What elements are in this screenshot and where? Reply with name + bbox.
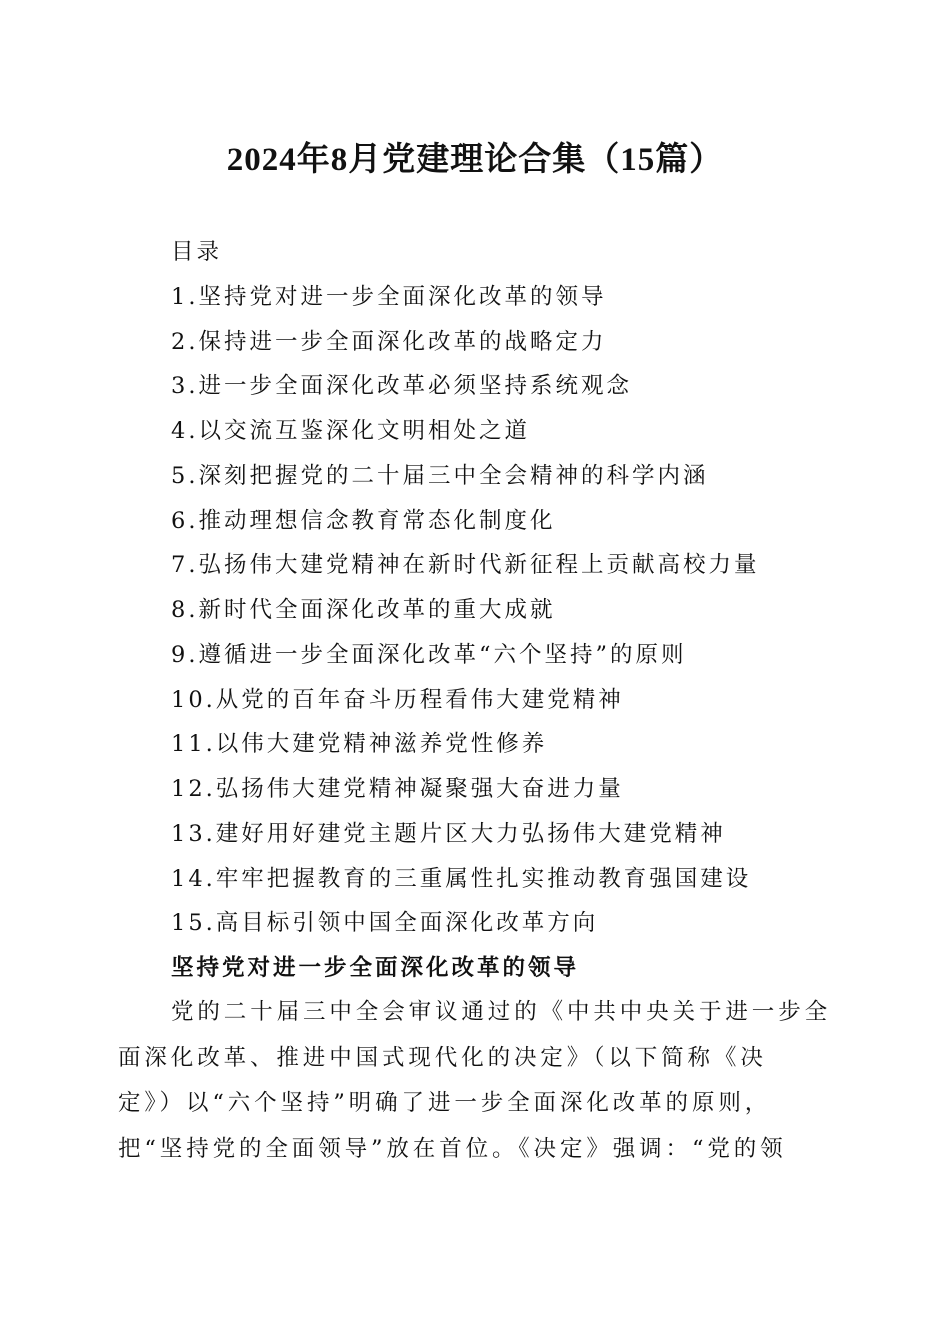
toc-item: 7.弘扬伟大建党精神在新时代新征程上贡献高校力量: [171, 552, 760, 579]
body-line: 党的二十届三中全会审议通过的《中共中央关于进一步全: [171, 999, 832, 1025]
body-line: 把“坚持党的全面领导”放在首位。《决定》强调：“党的领: [118, 1135, 787, 1162]
toc-heading: 目录: [171, 239, 223, 265]
toc-item: 4.以交流互鉴深化文明相处之道: [171, 418, 530, 444]
table-of-contents: [171, 230, 871, 946]
body-line: 定》）以“六个坚持”明确了进一步全面深化改革的原则，: [118, 1090, 772, 1116]
body-paragraph: [118, 990, 832, 1172]
toc-item: 15.高目标引领中国全面深化改革方向: [171, 910, 599, 937]
toc-item: 1.坚持党对进一步全面深化改革的领导: [171, 283, 607, 310]
toc-item: 2.保持进一步全面深化改革的战略定力: [171, 328, 607, 355]
toc-item: 6.推动理想信念教育常态化制度化: [171, 507, 556, 534]
toc-item: 14.牢牢把握教育的三重属性扎实推动教育强国建设: [171, 865, 752, 892]
toc-item: 11.以伟大建党精神滋养党性修养: [171, 731, 548, 758]
toc-item: 9.遵循进一步全面深化改革“六个坚持”的原则: [171, 641, 687, 668]
toc-item: 5.深刻把握党的二十届三中全会精神的科学内涵: [171, 462, 709, 489]
section-heading: 坚持党对进一步全面深化改革的领导: [171, 955, 580, 981]
toc-item: 8.新时代全面深化改革的重大成就: [171, 597, 556, 623]
toc-item: 13.建好用好建党主题片区大力弘扬伟大建党精神: [171, 820, 726, 847]
document-title: 2024年8月党建理论合集（15篇）: [226, 142, 724, 178]
toc-item: 3.进一步全面深化改革必须坚持系统观念: [171, 373, 632, 400]
toc-item: 12.弘扬伟大建党精神凝聚强大奋进力量: [171, 776, 624, 802]
body-line: 面深化改革、推进中国式现代化的决定》（以下简称《决: [118, 1044, 767, 1071]
toc-item: 10.从党的百年奋斗历程看伟大建党精神: [171, 686, 624, 713]
